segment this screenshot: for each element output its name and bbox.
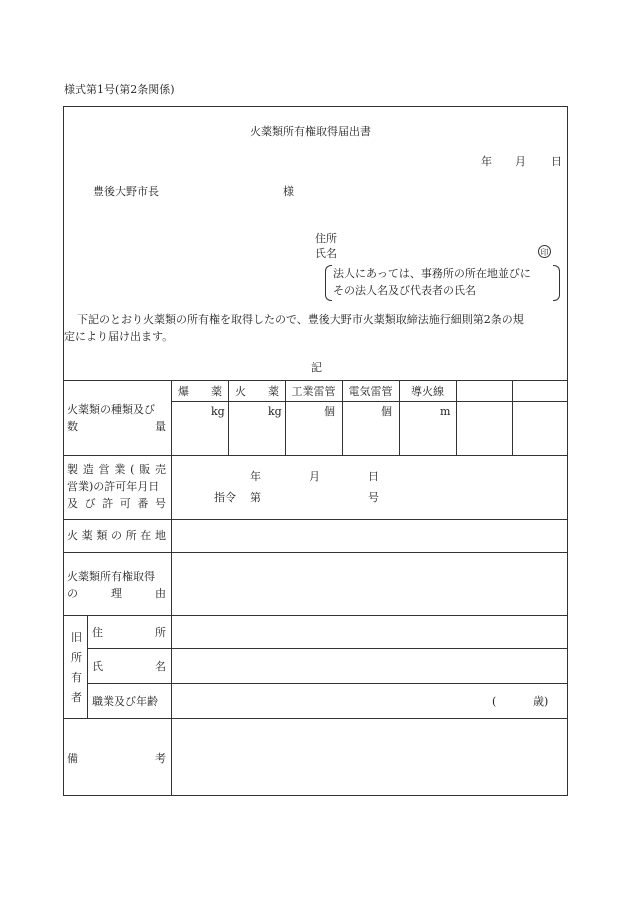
former-address-label: 住 所 bbox=[92, 626, 166, 639]
applicant-address-label: 住所 bbox=[315, 232, 337, 245]
label-column-line bbox=[171, 380, 172, 796]
former-owner-char: 旧 bbox=[71, 631, 82, 644]
date-year: 年 bbox=[481, 155, 492, 168]
remarks-label: 備 考 bbox=[67, 752, 166, 765]
form-number-label: 様式第1号(第2条関係) bbox=[64, 83, 175, 96]
table-top-line bbox=[63, 380, 568, 381]
license-number-go: 号 bbox=[368, 491, 379, 504]
note-bracket-right bbox=[553, 265, 560, 301]
license-label-line1: 製 造 営 業 ( 販 売 bbox=[67, 463, 166, 476]
license-label-line2: 営業)の許可年月日 bbox=[67, 480, 160, 493]
kind-column-line bbox=[512, 380, 513, 455]
date-day: 日 bbox=[551, 155, 562, 168]
license-date-day: 日 bbox=[368, 470, 379, 483]
applicant-name-label: 氏名 bbox=[315, 247, 337, 260]
row-line bbox=[63, 615, 568, 616]
seal-mark: 印 bbox=[538, 245, 551, 258]
corporate-note-line1: 法人にあっては、事務所の所在地並びに bbox=[333, 267, 531, 280]
col-header-explosive: 爆 薬 bbox=[178, 385, 222, 398]
row-line bbox=[63, 519, 568, 520]
unit-m: m bbox=[440, 405, 451, 418]
corporate-note-line2: その法人名及び代表者の氏名 bbox=[333, 284, 476, 297]
kind-column-line bbox=[456, 380, 457, 455]
body-text-line2: 定により届け出ます。 bbox=[64, 330, 174, 343]
kinds-label-line2 bbox=[67, 421, 166, 432]
row-line bbox=[87, 683, 568, 684]
unit-ko: 個 bbox=[324, 405, 335, 418]
header-row-line bbox=[172, 401, 568, 402]
license-date-month: 月 bbox=[309, 470, 320, 483]
former-owner-char: 有 bbox=[71, 671, 82, 684]
addressee-suffix: 様 bbox=[283, 185, 294, 198]
col-header-industrial-detonator: 工業雷管 bbox=[291, 385, 336, 398]
license-date-year: 年 bbox=[250, 470, 261, 483]
row-line bbox=[63, 552, 568, 553]
location-label: 火 薬 類 の 所 在 地 bbox=[67, 529, 166, 542]
row-line bbox=[87, 648, 568, 649]
former-occupation-label: 職業及び年齢 bbox=[92, 695, 158, 708]
former-owner-char: 所 bbox=[71, 651, 82, 664]
age-open-paren: ( bbox=[492, 695, 497, 708]
unit-ko: 個 bbox=[381, 405, 392, 418]
form-title: 火薬類所有権取得届出書 bbox=[250, 125, 371, 138]
license-number-prefix: 指令 bbox=[214, 491, 236, 504]
addressee-name: 豊後大野市長 bbox=[93, 185, 159, 198]
note-bracket-left bbox=[325, 265, 332, 301]
license-number-dai: 第 bbox=[250, 491, 261, 504]
kinds-label-char: 量 bbox=[155, 420, 166, 433]
kinds-label-char: 数 bbox=[67, 420, 78, 433]
former-owner-char: 者 bbox=[71, 691, 82, 704]
ki-label: 記 bbox=[311, 361, 322, 374]
former-owner-column-line bbox=[87, 615, 88, 718]
col-header-gunpowder: 火 薬 bbox=[235, 385, 279, 398]
reason-label-line1: 火薬類所有権取得 bbox=[67, 570, 155, 583]
form-frame bbox=[63, 106, 568, 796]
license-label-line3: 及 び 許 可 番 号 bbox=[67, 497, 166, 510]
kind-column-line bbox=[228, 380, 229, 455]
age-close: 歳) bbox=[533, 695, 549, 708]
unit-kg: kg bbox=[211, 405, 225, 418]
col-header-fuse: 導火線 bbox=[411, 385, 444, 398]
unit-kg: kg bbox=[268, 405, 282, 418]
date-month: 月 bbox=[515, 155, 526, 168]
col-header-electric-detonator: 電気雷管 bbox=[348, 385, 393, 398]
body-text-line1: 下記のとおり火薬類の所有権を取得したので、豊後大野市火薬類取締法施行細則第2条の規 bbox=[77, 313, 524, 326]
row-line bbox=[63, 718, 568, 719]
kinds-label-line1: 火薬類の種類及び bbox=[67, 403, 155, 416]
former-name-label: 氏 名 bbox=[92, 660, 166, 673]
reason-label-line2: の 理 由 bbox=[67, 587, 166, 600]
row-line bbox=[63, 455, 568, 456]
